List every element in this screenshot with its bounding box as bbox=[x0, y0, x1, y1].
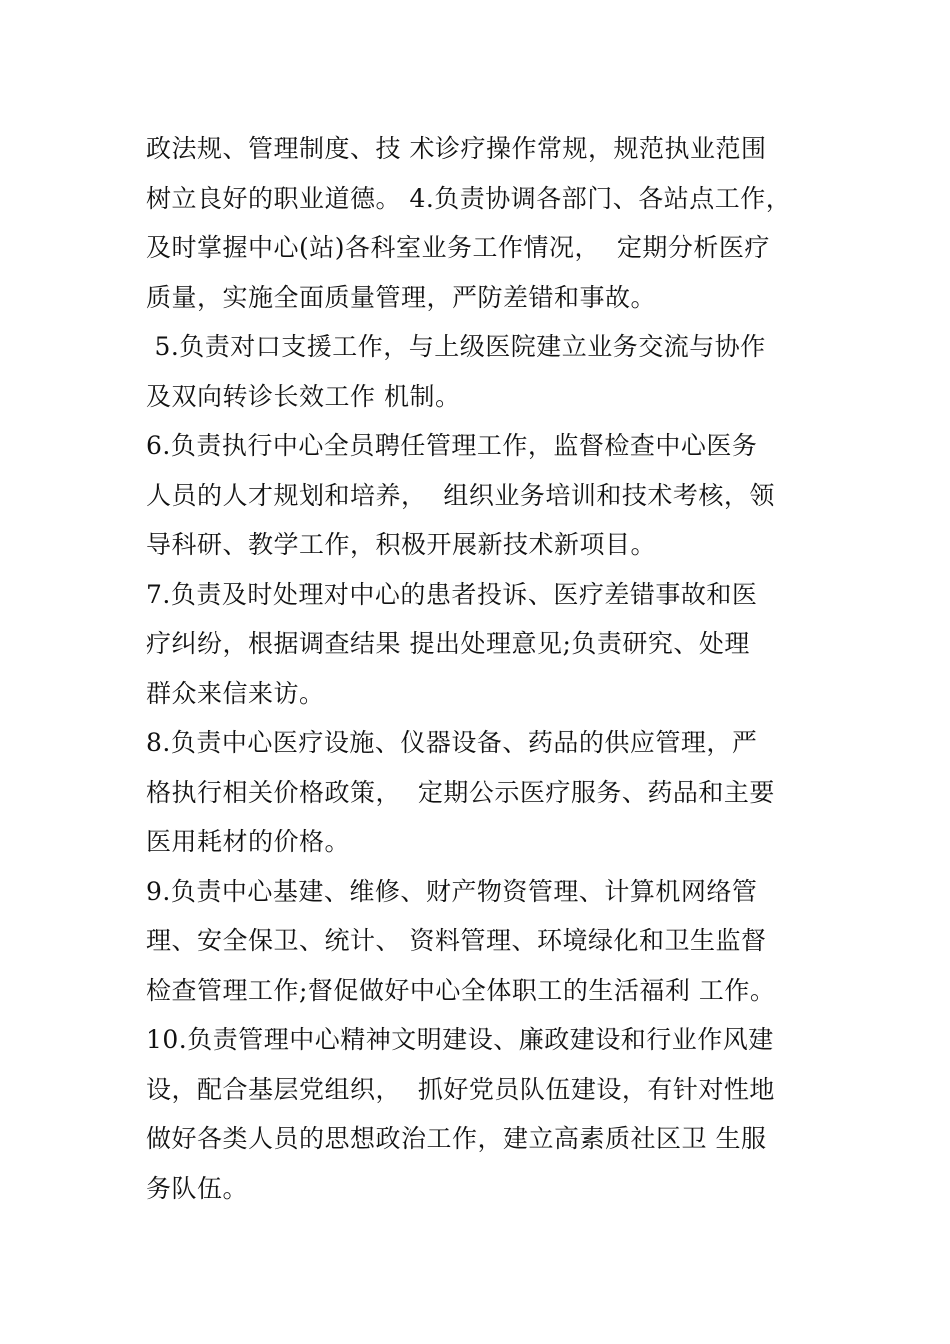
text-line: 检查管理工作;督促做好中心全体职工的生活福利 工作。 bbox=[146, 975, 776, 1005]
text-line: 务队伍。 bbox=[146, 1173, 249, 1203]
text-line: 医用耗材的价格。 bbox=[146, 827, 351, 856]
document-body bbox=[146, 124, 796, 1213]
text-line: 疗纠纷，根据调查结果 提出处理意见;负责研究、处理 bbox=[146, 629, 750, 658]
text-line: 7.负责及时处理对中心的患者投诉、医疗差错事故和医 bbox=[146, 579, 758, 609]
text-line: 及时掌握中心(站)各科室业务工作情况， 定期分析医疗 bbox=[146, 233, 770, 262]
text-line: 设，配合基层党组织， 抓好党员队伍建设，有针对性地 bbox=[146, 1074, 775, 1104]
text-line: 政法规、管理制度、技 术诊疗操作常规，规范执业范围 bbox=[146, 134, 767, 163]
text-line: 群众来信来访。 bbox=[146, 678, 325, 708]
text-line: 6.负责执行中心全员聘任管理工作，监督检查中心医务 bbox=[146, 431, 758, 460]
text-line: 做好各类人员的思想政治工作，建立高素质社区卫 生服 bbox=[146, 1124, 767, 1153]
text-line: 5.负责对口支援工作，与上级医院建立业务交流与协作 bbox=[146, 332, 766, 361]
text-line: 格执行相关价格政策， 定期公示医疗服务、药品和主要 bbox=[146, 777, 775, 807]
text-line: 质量，实施全面质量管理，严防差错和事故。 bbox=[146, 282, 657, 312]
text-line: 树立良好的职业道德。 4.负责协调各部门、各站点工作， bbox=[146, 183, 792, 213]
text-line: 9.负责中心基建、维修、财产物资管理、计算机网络管 bbox=[146, 876, 758, 906]
text-line: 及双向转诊长效工作 机制。 bbox=[146, 381, 461, 411]
text-line: 10.负责管理中心精神文明建设、廉政建设和行业作风建 bbox=[146, 1025, 774, 1054]
text-line: 导科研、教学工作，积极开展新技术新项目。 bbox=[146, 530, 657, 559]
text-line: 8.负责中心医疗设施、仪器设备、药品的供应管理，严 bbox=[146, 728, 758, 757]
text-line: 人员的人才规划和培养， 组织业务培训和技术考核，领 bbox=[146, 480, 775, 510]
text-line: 理、安全保卫、统计、 资料管理、环境绿化和卫生监督 bbox=[146, 926, 767, 955]
